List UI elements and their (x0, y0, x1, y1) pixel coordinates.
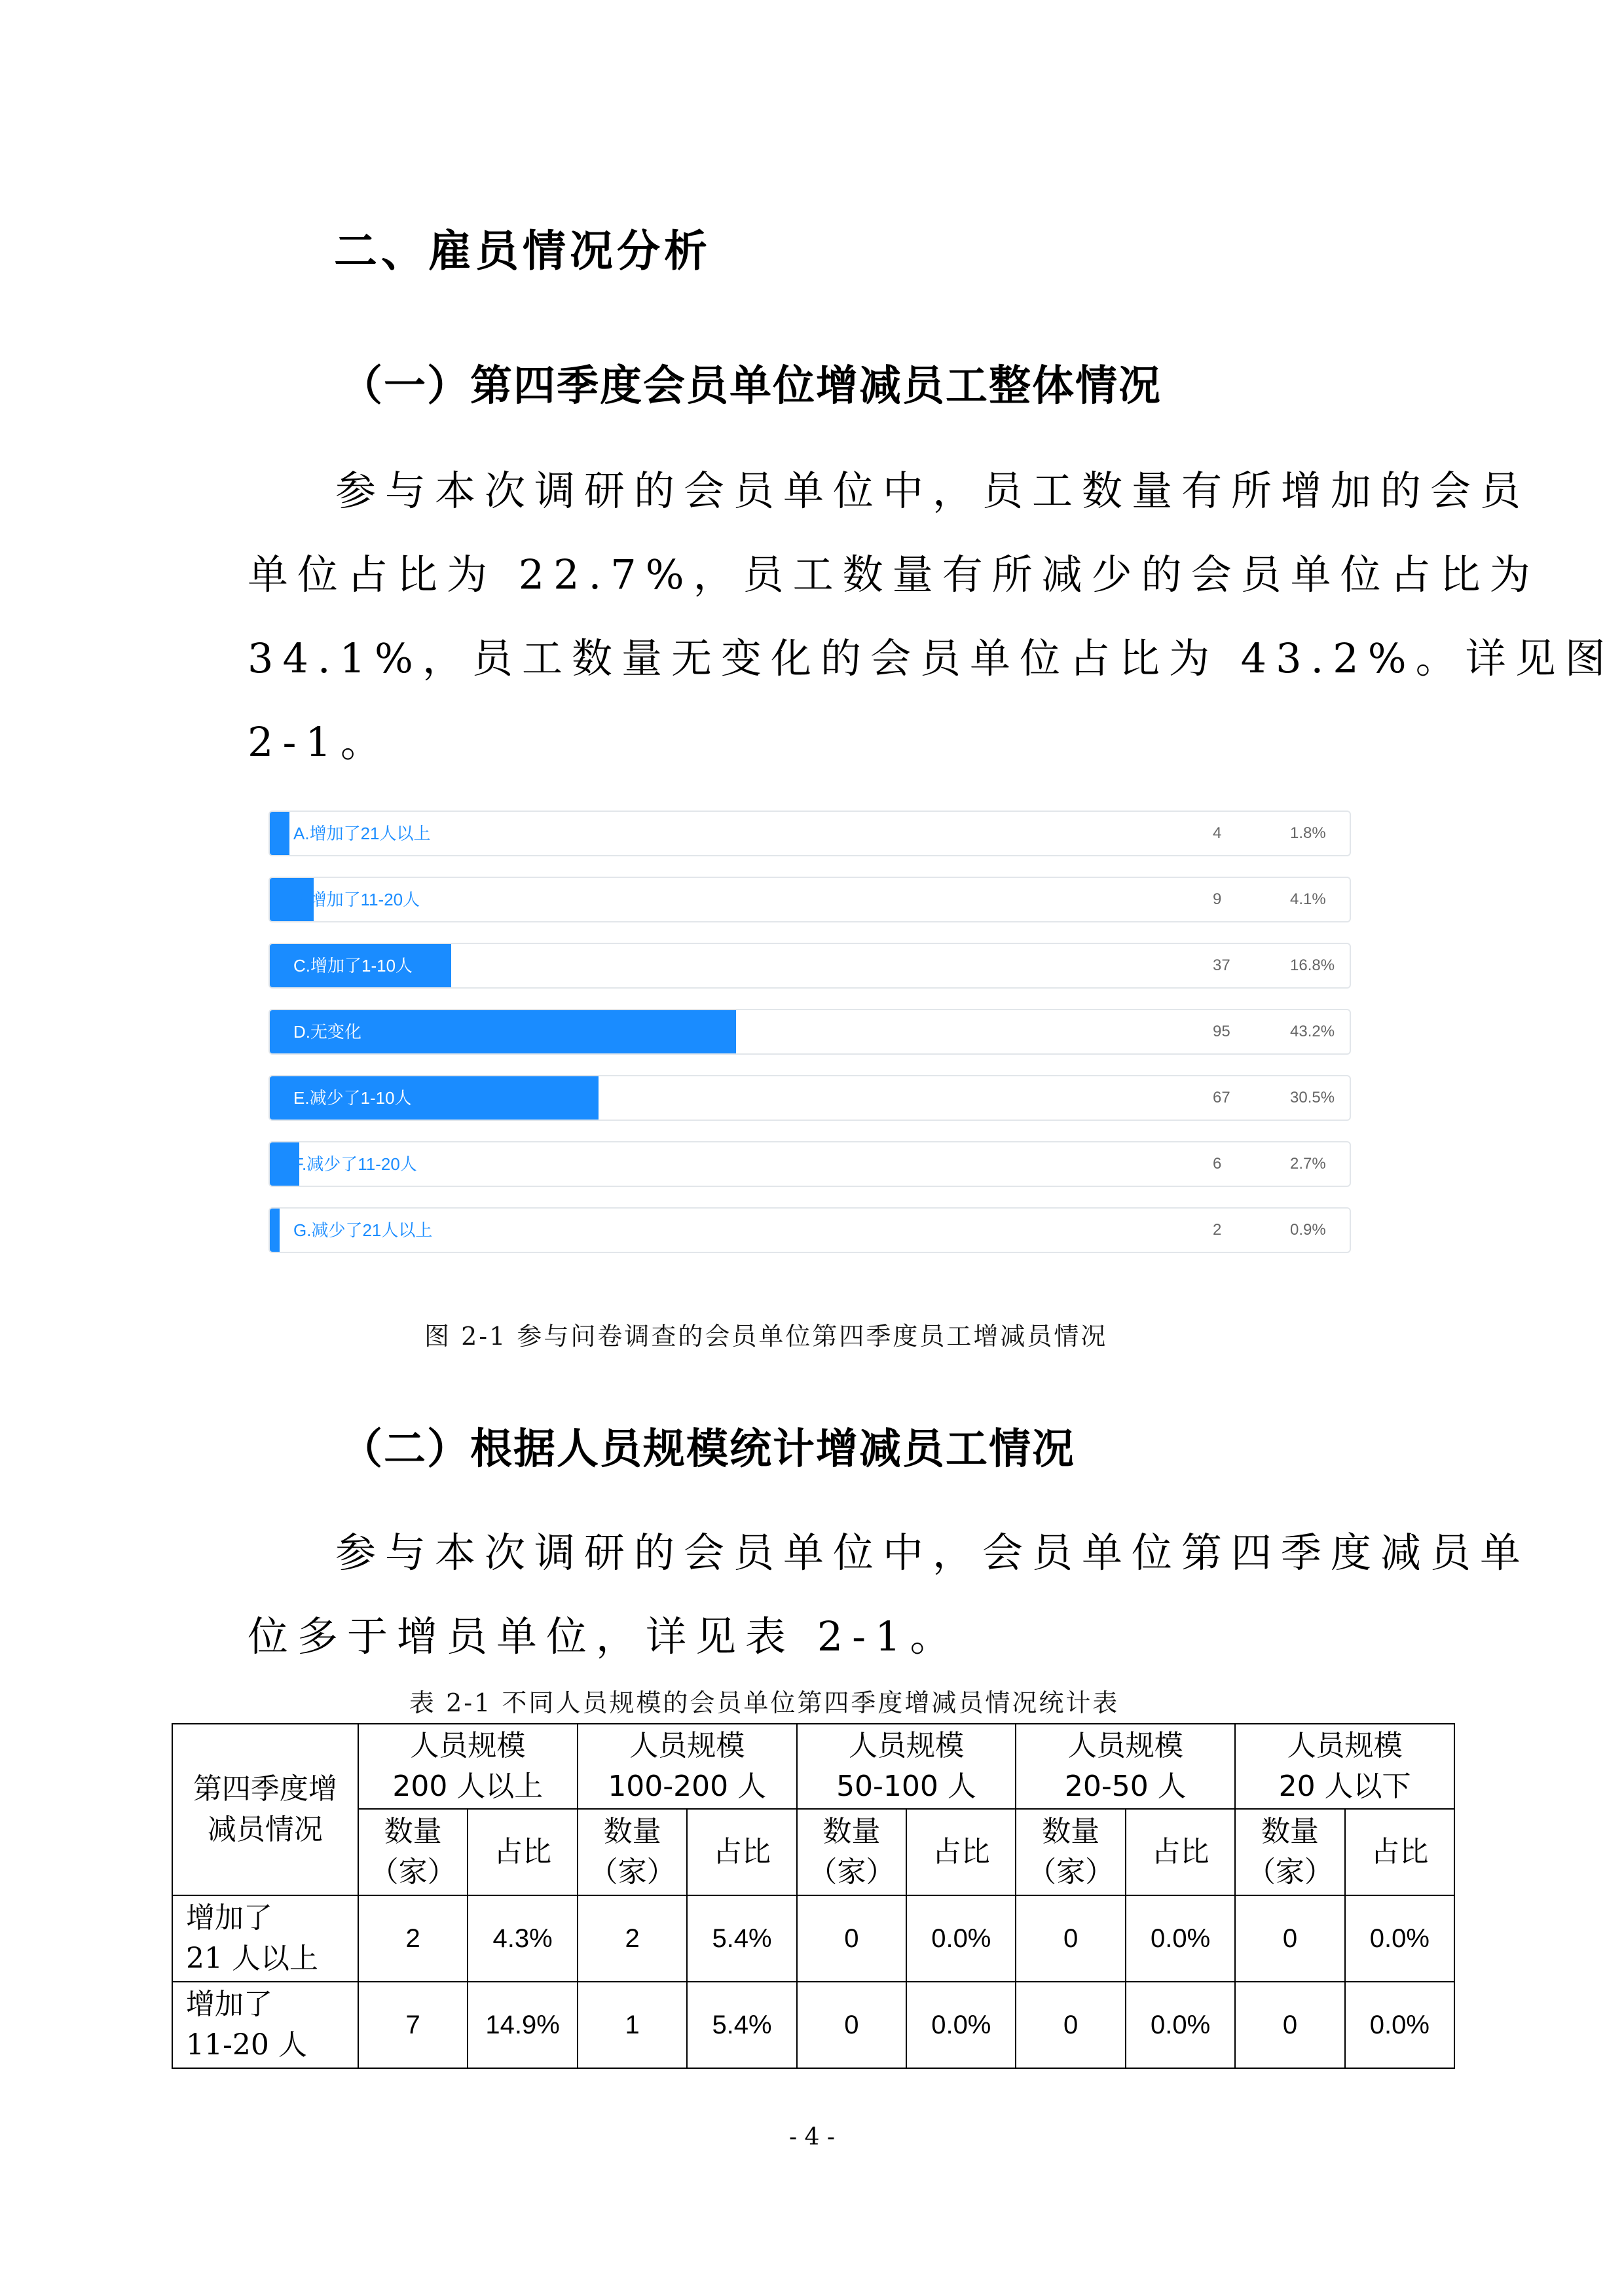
table-cell: 0 (1016, 1895, 1126, 1982)
bar-row (268, 943, 1351, 989)
sub-header-line: （家） (1246, 1855, 1333, 1889)
sub-header-count (1235, 1809, 1345, 1895)
table-cell: 0 (797, 1982, 907, 2068)
sub-header-ratio: 占比 (1126, 1809, 1235, 1895)
bar-row (268, 1207, 1351, 1253)
paragraph-1-line-2: 单位占比为 22.7%，员工数量有所减少的会员单位占比为 (248, 551, 1540, 598)
paragraph-2-line-1: 参与本次调研的会员单位中，会员单位第四季度减员单 (335, 1529, 1530, 1576)
stats-table (172, 1723, 1455, 2069)
group-header-50-100 (797, 1724, 1016, 1809)
bar-row (268, 1009, 1351, 1055)
table-corner-header (172, 1724, 358, 1895)
sub-header-line: 数量 (603, 1815, 661, 1848)
table-cell: 14.9% (468, 1982, 577, 2068)
paragraph-1-line-4: 2-1。 (248, 718, 390, 766)
table-cell: 5.4% (687, 1982, 796, 2068)
bar-percent-label: 4.1% (1290, 890, 1326, 908)
sub-header-line: 数量 (1042, 1815, 1100, 1848)
bar-row (268, 1075, 1351, 1121)
bar-label: D.无变化 (293, 1022, 362, 1042)
subsection-title-1: （一）第四季度会员单位增减员工整体情况 (341, 362, 1162, 410)
sub-header-line: （家） (589, 1855, 676, 1889)
table-cell: 0 (797, 1895, 907, 1982)
bar-percent-label: 16.8% (1290, 957, 1335, 974)
corner-line-1: 第四季度增 (193, 1772, 337, 1806)
table-cell: 4.3% (468, 1895, 577, 1982)
bar-count-label: 4 (1213, 824, 1222, 842)
subsection-title-2: （二）根据人员规模统计增减员工情况 (341, 1425, 1075, 1474)
table-cell: 7 (358, 1982, 468, 2068)
bar (270, 812, 289, 855)
sub-header-count (578, 1809, 688, 1895)
bar-label: B.增加了11-20人 (293, 890, 420, 909)
table-cell: 0.0% (906, 1982, 1016, 2068)
sub-header-line: 数量 (384, 1815, 442, 1848)
sub-header-line: 数量 (1261, 1815, 1319, 1848)
table-cell: 2 (358, 1895, 468, 1982)
bar-count-label: 67 (1213, 1089, 1230, 1106)
paragraph-1-line-3: 34.1%，员工数量无变化的会员单位占比为 43.2%。详见图 (248, 634, 1615, 682)
group-header-line: 20 人以下 (1278, 1770, 1411, 1803)
bar-label: F.减少了11-20人 (293, 1154, 417, 1174)
group-header-line: 100-200 人 (608, 1770, 767, 1803)
page-number: - 4 - (788, 2124, 836, 2151)
sub-header-line: （家） (808, 1855, 895, 1889)
bar-count-label: 95 (1213, 1023, 1230, 1040)
corner-line-2: 减员情况 (207, 1813, 323, 1846)
group-header-line: 人员规模 (848, 1729, 964, 1762)
figure-caption: 图 2-1 参与问卷调查的会员单位第四季度员工增减员情况 (424, 1322, 1108, 1351)
group-header-200-plus (358, 1724, 578, 1809)
bar-label: C.增加了1-10人 (293, 956, 413, 975)
bar-row (268, 1141, 1351, 1187)
table-cell: 0.0% (1126, 1895, 1235, 1982)
sub-header-ratio: 占比 (468, 1809, 577, 1895)
table-cell: 0 (1235, 1982, 1345, 2068)
group-header-line: 人员规模 (629, 1729, 745, 1762)
table-cell: 5.4% (687, 1895, 796, 1982)
sub-header-line: （家） (369, 1855, 456, 1889)
sub-header-ratio: 占比 (687, 1809, 796, 1895)
bar-percent-label: 2.7% (1290, 1155, 1326, 1173)
table-cell: 0.0% (1345, 1895, 1454, 1982)
sub-header-ratio: 占比 (906, 1809, 1016, 1895)
sub-header-count (1016, 1809, 1126, 1895)
row-label-line: 增加了 (186, 1901, 272, 1935)
bar-label: A.增加了21人以上 (293, 824, 431, 843)
bar-count-label: 6 (1213, 1155, 1222, 1173)
group-header-line: 人员规模 (1287, 1729, 1403, 1762)
row-label-line: 21 人以上 (186, 1942, 318, 1975)
row-label (172, 1895, 358, 1982)
bar-percent-label: 0.9% (1290, 1221, 1326, 1239)
bar-percent-label: 43.2% (1290, 1023, 1335, 1040)
group-header-line: 50-100 人 (836, 1770, 976, 1803)
sub-header-line: （家） (1027, 1855, 1115, 1889)
table-row (172, 1982, 1454, 2068)
table-cell: 2 (578, 1895, 688, 1982)
bar-row (268, 877, 1351, 922)
group-header-line: 人员规模 (1067, 1729, 1183, 1762)
bar-label: E.减少了1-10人 (293, 1088, 412, 1108)
table-cell: 0.0% (906, 1895, 1016, 1982)
section-title: 二、雇员情况分析 (334, 226, 711, 276)
bar-row (268, 811, 1351, 856)
group-header-under-20 (1235, 1724, 1454, 1809)
bar-count-label: 37 (1213, 957, 1230, 974)
row-label (172, 1982, 358, 2068)
bar-count-label: 9 (1213, 890, 1222, 908)
paragraph-2-line-2: 位多于增员单位，详见表 2-1。 (248, 1613, 960, 1660)
group-header-100-200 (578, 1724, 797, 1809)
paragraph-1-line-1: 参与本次调研的会员单位中，员工数量有所增加的会员 (335, 467, 1530, 515)
bar-percent-label: 30.5% (1290, 1089, 1335, 1106)
table-cell: 0 (1235, 1895, 1345, 1982)
table-cell: 1 (578, 1982, 688, 2068)
bar-percent-label: 1.8% (1290, 824, 1326, 842)
bar-chart (268, 811, 1352, 1262)
row-label-line: 11-20 人 (186, 2028, 307, 2062)
sub-header-count (797, 1809, 907, 1895)
sub-header-count (358, 1809, 468, 1895)
table-cell: 0.0% (1126, 1982, 1235, 2068)
bar (270, 1209, 280, 1252)
group-header-20-50 (1016, 1724, 1235, 1809)
bar-label: G.减少了21人以上 (293, 1220, 433, 1240)
group-header-line: 200 人以上 (392, 1770, 544, 1803)
sub-header-ratio: 占比 (1345, 1809, 1454, 1895)
table-cell: 0.0% (1345, 1982, 1454, 2068)
sub-header-line: 数量 (822, 1815, 881, 1848)
table-row (172, 1895, 1454, 1982)
bar-count-label: 2 (1213, 1221, 1222, 1239)
table-caption: 表 2-1 不同人员规模的会员单位第四季度增减员情况统计表 (409, 1688, 1120, 1717)
row-label-line: 增加了 (186, 1988, 272, 2021)
group-header-line: 人员规模 (410, 1729, 526, 1762)
group-header-line: 20-50 人 (1064, 1770, 1187, 1803)
table-cell: 0 (1016, 1982, 1126, 2068)
